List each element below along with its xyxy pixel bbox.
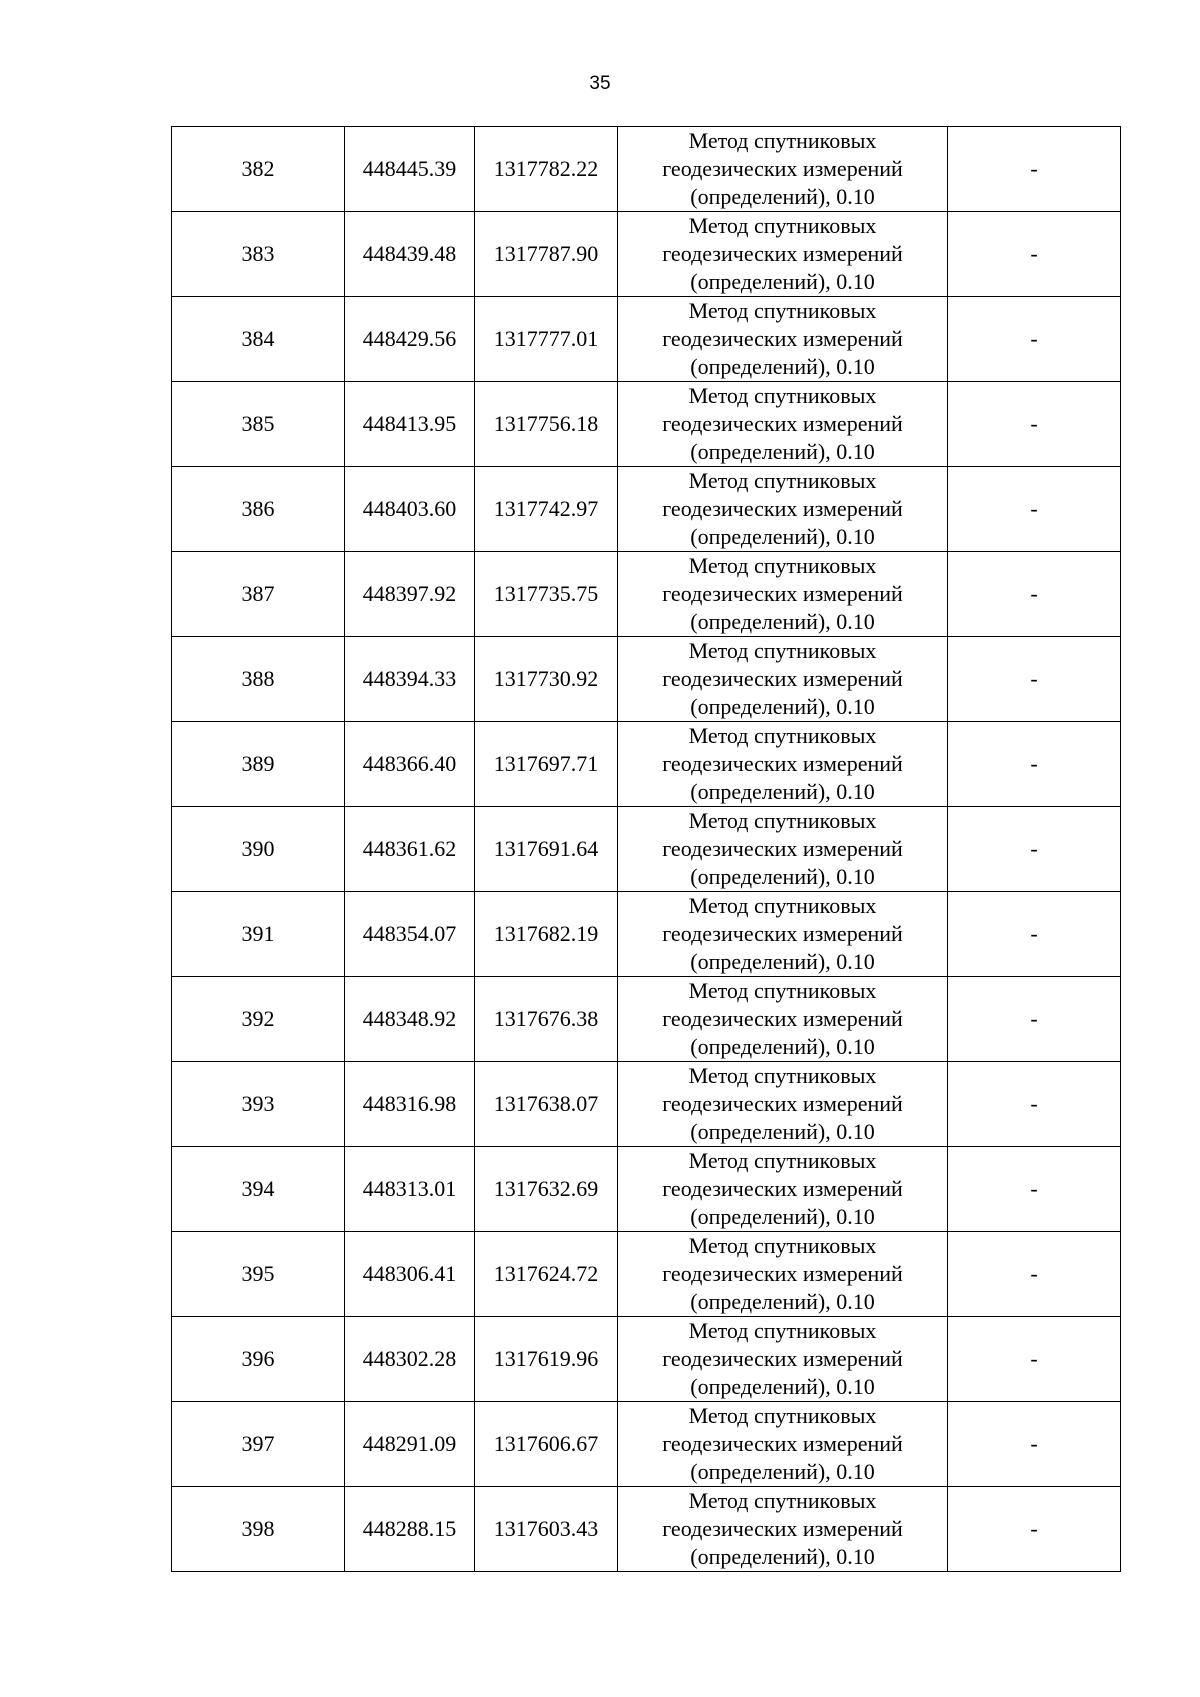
method-cell xyxy=(618,467,948,552)
method-cell xyxy=(618,722,948,807)
method-line: геодезических измерений xyxy=(662,581,903,606)
point-number-cell: 393 xyxy=(172,1062,345,1147)
x-coordinate-cell: 448306.41 xyxy=(345,1232,475,1317)
note-cell: - xyxy=(948,297,1121,382)
note-cell: - xyxy=(948,212,1121,297)
method-line: (определений), 0.10 xyxy=(690,439,875,464)
note-cell: - xyxy=(948,1317,1121,1402)
note-cell: - xyxy=(948,1062,1121,1147)
method-line: Метод спутниковых xyxy=(688,468,877,493)
point-number-cell: 388 xyxy=(172,637,345,722)
method-cell xyxy=(618,1402,948,1487)
x-coordinate-cell: 448302.28 xyxy=(345,1317,475,1402)
method-line: (определений), 0.10 xyxy=(690,949,875,974)
method-line: (определений), 0.10 xyxy=(690,1204,875,1229)
x-coordinate-cell: 448316.98 xyxy=(345,1062,475,1147)
method-cell xyxy=(618,807,948,892)
method-line: Метод спутниковых xyxy=(688,723,877,748)
y-coordinate-cell: 1317638.07 xyxy=(475,1062,618,1147)
y-coordinate-cell: 1317676.38 xyxy=(475,977,618,1062)
point-number-cell: 386 xyxy=(172,467,345,552)
table-row xyxy=(172,382,1121,467)
table-row xyxy=(172,467,1121,552)
method-line: (определений), 0.10 xyxy=(690,779,875,804)
method-cell xyxy=(618,1062,948,1147)
note-cell: - xyxy=(948,1487,1121,1572)
method-line: геодезических измерений xyxy=(662,1431,903,1456)
point-number-cell: 390 xyxy=(172,807,345,892)
table-row xyxy=(172,1147,1121,1232)
table-row xyxy=(172,127,1121,212)
x-coordinate-cell: 448403.60 xyxy=(345,467,475,552)
method-cell xyxy=(618,892,948,977)
x-coordinate-cell: 448366.40 xyxy=(345,722,475,807)
method-line: геодезических измерений xyxy=(662,411,903,436)
x-coordinate-cell: 448445.39 xyxy=(345,127,475,212)
point-number-cell: 392 xyxy=(172,977,345,1062)
method-line: геодезических измерений xyxy=(662,1516,903,1541)
note-cell: - xyxy=(948,977,1121,1062)
method-cell xyxy=(618,212,948,297)
table-row xyxy=(172,552,1121,637)
table-row xyxy=(172,1487,1121,1572)
method-line: Метод спутниковых xyxy=(688,808,877,833)
method-line: (определений), 0.10 xyxy=(690,1544,875,1569)
method-line: (определений), 0.10 xyxy=(690,1119,875,1144)
note-cell: - xyxy=(948,807,1121,892)
method-line: (определений), 0.10 xyxy=(690,609,875,634)
point-number-cell: 389 xyxy=(172,722,345,807)
point-number-cell: 384 xyxy=(172,297,345,382)
method-line: Метод спутниковых xyxy=(688,1063,877,1088)
y-coordinate-cell: 1317730.92 xyxy=(475,637,618,722)
method-cell xyxy=(618,1147,948,1232)
y-coordinate-cell: 1317619.96 xyxy=(475,1317,618,1402)
method-line: (определений), 0.10 xyxy=(690,694,875,719)
method-cell xyxy=(618,1232,948,1317)
x-coordinate-cell: 448361.62 xyxy=(345,807,475,892)
method-line: (определений), 0.10 xyxy=(690,354,875,379)
method-line: Метод спутниковых xyxy=(688,638,877,663)
y-coordinate-cell: 1317787.90 xyxy=(475,212,618,297)
y-coordinate-cell: 1317691.64 xyxy=(475,807,618,892)
method-line: Метод спутниковых xyxy=(688,128,877,153)
method-line: Метод спутниковых xyxy=(688,1318,877,1343)
x-coordinate-cell: 448397.92 xyxy=(345,552,475,637)
point-number-cell: 396 xyxy=(172,1317,345,1402)
note-cell: - xyxy=(948,637,1121,722)
point-number-cell: 398 xyxy=(172,1487,345,1572)
x-coordinate-cell: 448313.01 xyxy=(345,1147,475,1232)
y-coordinate-cell: 1317697.71 xyxy=(475,722,618,807)
note-cell: - xyxy=(948,382,1121,467)
method-line: Метод спутниковых xyxy=(688,213,877,238)
table-row xyxy=(172,892,1121,977)
method-line: (определений), 0.10 xyxy=(690,1034,875,1059)
note-cell: - xyxy=(948,467,1121,552)
x-coordinate-cell: 448394.33 xyxy=(345,637,475,722)
method-line: (определений), 0.10 xyxy=(690,1289,875,1314)
method-line: Метод спутниковых xyxy=(688,553,877,578)
table-row xyxy=(172,1232,1121,1317)
y-coordinate-cell: 1317682.19 xyxy=(475,892,618,977)
method-line: геодезических измерений xyxy=(662,921,903,946)
note-cell: - xyxy=(948,722,1121,807)
method-line: геодезических измерений xyxy=(662,156,903,181)
point-number-cell: 397 xyxy=(172,1402,345,1487)
method-line: геодезических измерений xyxy=(662,241,903,266)
method-cell xyxy=(618,297,948,382)
x-coordinate-cell: 448413.95 xyxy=(345,382,475,467)
table-row xyxy=(172,1062,1121,1147)
y-coordinate-cell: 1317777.01 xyxy=(475,297,618,382)
y-coordinate-cell: 1317735.75 xyxy=(475,552,618,637)
y-coordinate-cell: 1317742.97 xyxy=(475,467,618,552)
page-number: 35 xyxy=(589,73,611,94)
note-cell: - xyxy=(948,1232,1121,1317)
method-line: геодезических измерений xyxy=(662,1176,903,1201)
coordinates-table xyxy=(171,126,1121,1572)
method-cell xyxy=(618,1487,948,1572)
method-line: (определений), 0.10 xyxy=(690,864,875,889)
method-cell xyxy=(618,127,948,212)
method-line: Метод спутниковых xyxy=(688,1148,877,1173)
x-coordinate-cell: 448354.07 xyxy=(345,892,475,977)
method-line: геодезических измерений xyxy=(662,1346,903,1371)
point-number-cell: 387 xyxy=(172,552,345,637)
y-coordinate-cell: 1317782.22 xyxy=(475,127,618,212)
table-row xyxy=(172,637,1121,722)
x-coordinate-cell: 448348.92 xyxy=(345,977,475,1062)
method-line: (определений), 0.10 xyxy=(690,524,875,549)
x-coordinate-cell: 448288.15 xyxy=(345,1487,475,1572)
method-cell xyxy=(618,977,948,1062)
y-coordinate-cell: 1317632.69 xyxy=(475,1147,618,1232)
method-line: Метод спутниковых xyxy=(688,1488,877,1513)
point-number-cell: 385 xyxy=(172,382,345,467)
method-line: геодезических измерений xyxy=(662,751,903,776)
note-cell: - xyxy=(948,1402,1121,1487)
point-number-cell: 382 xyxy=(172,127,345,212)
table-row xyxy=(172,1402,1121,1487)
x-coordinate-cell: 448291.09 xyxy=(345,1402,475,1487)
point-number-cell: 394 xyxy=(172,1147,345,1232)
table-row xyxy=(172,297,1121,382)
point-number-cell: 383 xyxy=(172,212,345,297)
method-line: (определений), 0.10 xyxy=(690,1374,875,1399)
method-line: (определений), 0.10 xyxy=(690,184,875,209)
note-cell: - xyxy=(948,552,1121,637)
table-row xyxy=(172,977,1121,1062)
method-line: (определений), 0.10 xyxy=(690,1459,875,1484)
y-coordinate-cell: 1317624.72 xyxy=(475,1232,618,1317)
y-coordinate-cell: 1317756.18 xyxy=(475,382,618,467)
method-cell xyxy=(618,1317,948,1402)
note-cell: - xyxy=(948,1147,1121,1232)
y-coordinate-cell: 1317603.43 xyxy=(475,1487,618,1572)
table-row xyxy=(172,722,1121,807)
method-line: Метод спутниковых xyxy=(688,1233,877,1258)
method-cell xyxy=(618,552,948,637)
y-coordinate-cell: 1317606.67 xyxy=(475,1402,618,1487)
method-line: геодезических измерений xyxy=(662,326,903,351)
method-line: Метод спутниковых xyxy=(688,1403,877,1428)
method-line: геодезических измерений xyxy=(662,666,903,691)
x-coordinate-cell: 448439.48 xyxy=(345,212,475,297)
table-row xyxy=(172,807,1121,892)
method-line: Метод спутниковых xyxy=(688,298,877,323)
point-number-cell: 395 xyxy=(172,1232,345,1317)
method-line: геодезических измерений xyxy=(662,1091,903,1116)
table-body xyxy=(172,127,1121,1572)
method-line: геодезических измерений xyxy=(662,836,903,861)
point-number-cell: 391 xyxy=(172,892,345,977)
method-line: геодезических измерений xyxy=(662,1006,903,1031)
note-cell: - xyxy=(948,127,1121,212)
table-row xyxy=(172,212,1121,297)
method-line: Метод спутниковых xyxy=(688,978,877,1003)
note-cell: - xyxy=(948,892,1121,977)
method-line: геодезических измерений xyxy=(662,1261,903,1286)
x-coordinate-cell: 448429.56 xyxy=(345,297,475,382)
method-cell xyxy=(618,382,948,467)
method-line: Метод спутниковых xyxy=(688,383,877,408)
method-line: геодезических измерений xyxy=(662,496,903,521)
method-cell xyxy=(618,637,948,722)
method-line: (определений), 0.10 xyxy=(690,269,875,294)
method-line: Метод спутниковых xyxy=(688,893,877,918)
table-row xyxy=(172,1317,1121,1402)
